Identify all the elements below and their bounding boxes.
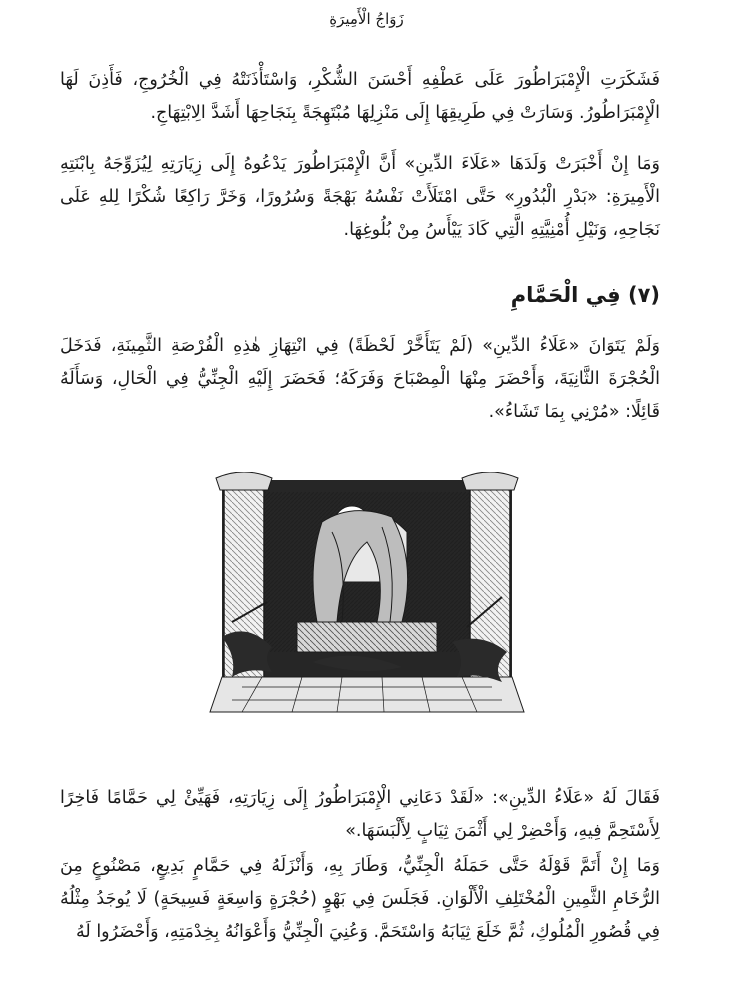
illustration <box>202 472 532 732</box>
paragraph-3: وَلَمْ يَتَوَانَ «عَلَاءُ الدِّينِ» (لَمْ يَتَأَخَّرْ لَحْظَةً) فِي انْتِهَازِ هٰذِهِ الْفُرْصَةِ الثَّمِينَةِ، فَدَخَلَ الْحُجْرَةَ الثَّانِيَةَ، وَأَحْضَرَ مِنْهَا الْمِصْبَاحَ وَفَرَكَهُ؛ فَحَضَرَ إِلَيْهِ الْجِنِّيُّ فِي الْحَالِ، وَسَأَلَهُ قَائِلًا: «مُرْنِي بِمَا تَشَاءُ». <box>60 336 660 422</box>
running-head: زَوَاجُ الْأَمِيرَةِ <box>329 10 404 28</box>
section-heading: (٧) فِي الْحَمَّامِ <box>510 283 660 307</box>
paragraph-2: وَمَا إِنْ أَخْبَرَتْ وَلَدَهَا «عَلَاءَ الدِّينِ» أَنَّ الْإِمْبَرَاطُورَ يَدْعُوهُ إِلَى زِيَارَتِهِ لِيُزَوِّجَهُ بِابْنَتِهِ الْأَمِيرَةِ: «بَدْرِ الْبُدُورِ» حَتَّى امْتَلَأَتْ نَفْسُهُ بَهْجَةً وَسُرُورًا، وَخَرَّ رَاكِعًا شُكْرًا لِلهِ عَلَى نَجَاحِهِ، وَنَيْلِ أُمْنِيَّتِهِ الَّتِي كَادَ يَيْأَسُ مِنْ بُلُوغِهَا. <box>60 154 660 240</box>
paragraph-1: فَشَكَرَتِ الْإِمْبَرَاطُورَ عَلَى عَطْفِهِ أَحْسَنَ الشُّكْرِ، وَاسْتَأْذَنَتْهُ فِي الْخُرُوجِ، فَأَذِنَ لَهَا الْإِمْبَرَاطُورُ. وَسَارَتْ فِي طَرِيقِهَا إِلَى مَنْزِلِهَا مُبْتَهِجَةً بِنَجَاحِهَا أَشَدَّ الِابْتِهَاجِ. <box>60 70 660 123</box>
paragraph-4: فَقَالَ لَهُ «عَلَاءُ الدِّينِ»: «لَقَدْ دَعَانِي الْإِمْبَرَاطُورُ إِلَى زِيَارَتِهِ، فَهَيِّئْ لِي حَمَّامًا فَاخِرًا لِأَسْتَحِمَّ فِيهِ، وَأَحْضِرْ لِي أَثْمَنَ ثِيَابٍ لِأَلْبَسَهَا.» <box>60 788 660 841</box>
paragraph-5: وَمَا إِنْ أَتَمَّ قَوْلَهُ حَتَّى حَمَلَهُ الْجِنِّيُّ، وَطَارَ بِهِ، وَأَنْزَلَهُ فِي حَمَّامٍ بَدِيعٍ، مَصْنُوعٍ مِنَ الرُّخَامِ الثَّمِينِ الْمُخْتَلِفِ الْأَلْوَانِ. فَجَلَسَ فِي بَهْوٍ (حُجْرَةٍ وَاسِعَةٍ فَسِيحَةٍ) لَا يُوجَدُ مِثْلُهُ فِي قُصُورِ الْمُلُوكِ، ثُمَّ خَلَعَ ثِيَابَهُ وَاسْتَحَمَّ. وَعُنِيَ الْجِنِّيُّ وَأَعْوَانُهُ بِخِدْمَتِهِ، وَأَحْضَرُوا لَهُ <box>60 856 660 942</box>
bath-hall-engraving-icon <box>202 472 532 732</box>
